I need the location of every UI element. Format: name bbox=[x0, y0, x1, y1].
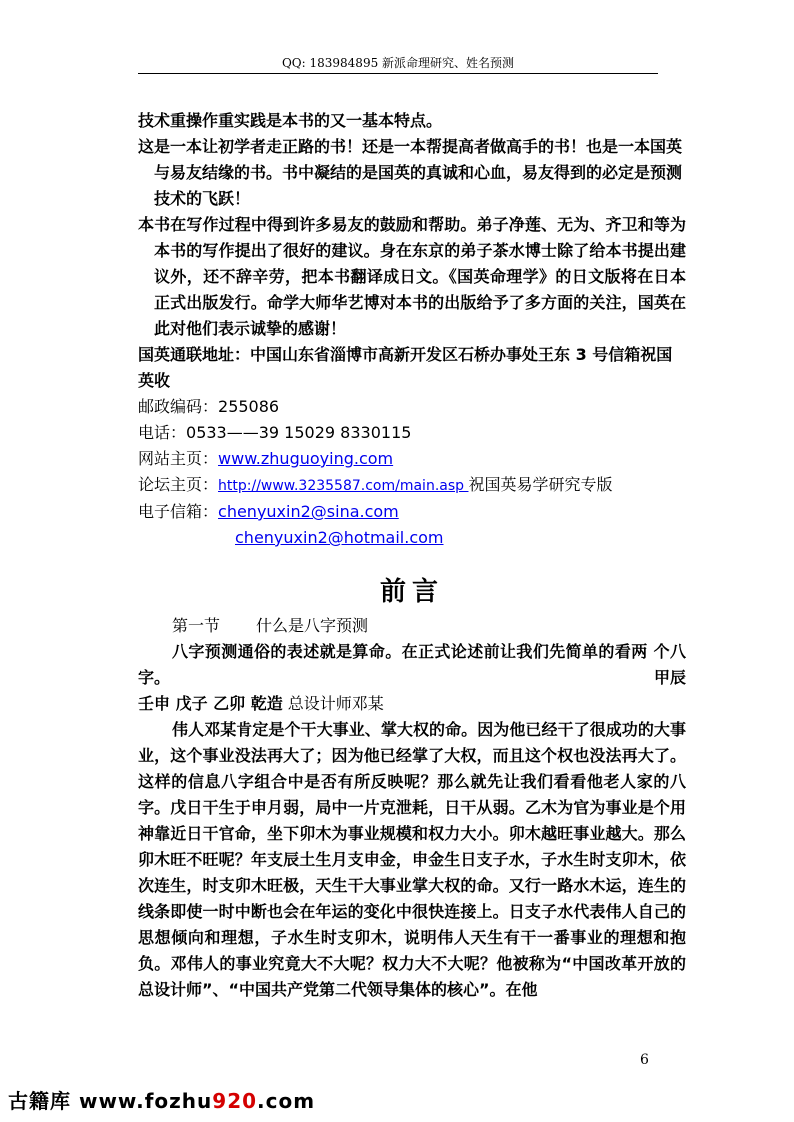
site-watermark bbox=[8, 1085, 315, 1114]
website-link[interactable]: www.zhuguoying.com bbox=[218, 449, 394, 468]
preface-title: 前言 bbox=[379, 577, 444, 607]
page-header: QQ: 183984895 新派命理研究、姓名预测 bbox=[281, 56, 515, 70]
postcode-value: 255086 bbox=[218, 397, 280, 416]
forum-label: 论坛主页： bbox=[138, 475, 219, 494]
watermark-suffix: .com bbox=[257, 1089, 316, 1113]
website-label: 网站主页： bbox=[138, 449, 219, 468]
phone-line bbox=[138, 420, 686, 446]
website-line bbox=[138, 446, 686, 472]
contact-address: 国英通联地址：中国山东省淄博市高新开发区石桥办事处王东 3 号信箱祝国英收 bbox=[138, 345, 673, 390]
email-link-sina[interactable]: chenyuxin2@sina.com bbox=[218, 502, 399, 521]
postcode-label: 邮政编码： bbox=[138, 397, 219, 416]
email-link-hotmail[interactable]: chenyuxin2@hotmail.com bbox=[235, 528, 444, 547]
page-body bbox=[138, 108, 686, 1003]
forum-line bbox=[138, 472, 686, 499]
email-label: 电子信箱： bbox=[138, 502, 219, 521]
header-divider bbox=[138, 73, 658, 74]
email-line-2 bbox=[138, 525, 686, 551]
phone-value: 0533——39 15029 8330115 bbox=[186, 423, 412, 442]
section-heading bbox=[138, 613, 686, 639]
forum-suffix: 祝国英易学研究专版 bbox=[468, 475, 613, 494]
postcode-line bbox=[138, 394, 686, 420]
section-name: 什么是八字预测 bbox=[256, 616, 369, 635]
intro-paragraph-1: 技术重操作重实践是本书的又一基本特点。 bbox=[138, 111, 443, 130]
section-number: 第一节 bbox=[172, 616, 221, 635]
chart-subject: 总设计师邓某 bbox=[282, 694, 384, 713]
watermark-number: 920 bbox=[212, 1089, 258, 1113]
forum-link[interactable]: http://www.3235587.com/main.asp bbox=[218, 478, 469, 494]
intro-paragraph-2: 这是一本让初学者走正路的书！还是一本帮提高者做高手的书！也是一本国英与易友结缘的书。书中凝结的是国英的真诚和心血，易友得到的必定是预测技术的飞跃！ bbox=[138, 137, 683, 208]
chart-pillars: 壬申 戊子 乙卯 乾造 bbox=[138, 694, 283, 713]
phone-label: 电话： bbox=[138, 423, 187, 442]
watermark-prefix: 古籍库 www.fozhu bbox=[8, 1089, 213, 1113]
preface-paragraph-2: 伟人邓某肯定是个干大事业、掌大权的命。因为他已经干了很成功的大事业，这个事业没法再大了；因为他已经掌了大权，而且这个权也没法再大了。这样的信息八字组合中是否有所反映呢？那么就先让我们看看他老人家的八字。戊日干生于申月弱，局中一片克泄耗，日干从弱。乙木为官为事业是个用神靠近日干官命，坐下卯木为事业规模和权力大小。卯木越旺事业越大。那么卯木旺不旺呢？年支辰土生月支申金，申金生日支子水，子水生时支卯木，依次连生，时支卯木旺极，天生干大事业掌大权的命。又行一路水木运，连生的线条即使一时中断也会在年运的变化中很快连接上。日支子水代表伟人自己的思想倾向和理想，子水生时支卯木，说明伟人天生有干一番事业的理想和抱负。邓伟人的事业究竟大不大呢？权力大不大呢？他被称为“中国改革开放的总设计师”、“中国共产党第二代领导集体的核心”。在他 bbox=[138, 720, 686, 999]
intro-paragraph-3: 本书在写作过程中得到许多易友的鼓励和帮助。弟子净莲、无为、齐卫和等为本书的写作提出了很好的建议。身在东京的弟子茶水博士除了给本书提出建议外，还不辞辛劳，把本书翻译成日文。《国英命理学》的日文版将在日本正式出版发行。命学大师华艺博对本书的出版给予了多方面的关注，国英在此对他们表示诚挚的感谢！ bbox=[138, 215, 686, 338]
email-line bbox=[138, 499, 686, 525]
chart-year-pillar: 甲辰 bbox=[653, 668, 686, 687]
preface-paragraph-1: 八字预测通俗的表述就是算命。在正式论述前让我们先简单的看两 个八字。 bbox=[138, 642, 686, 687]
chart-line bbox=[138, 691, 686, 717]
page-number: 6 bbox=[640, 1052, 649, 1068]
